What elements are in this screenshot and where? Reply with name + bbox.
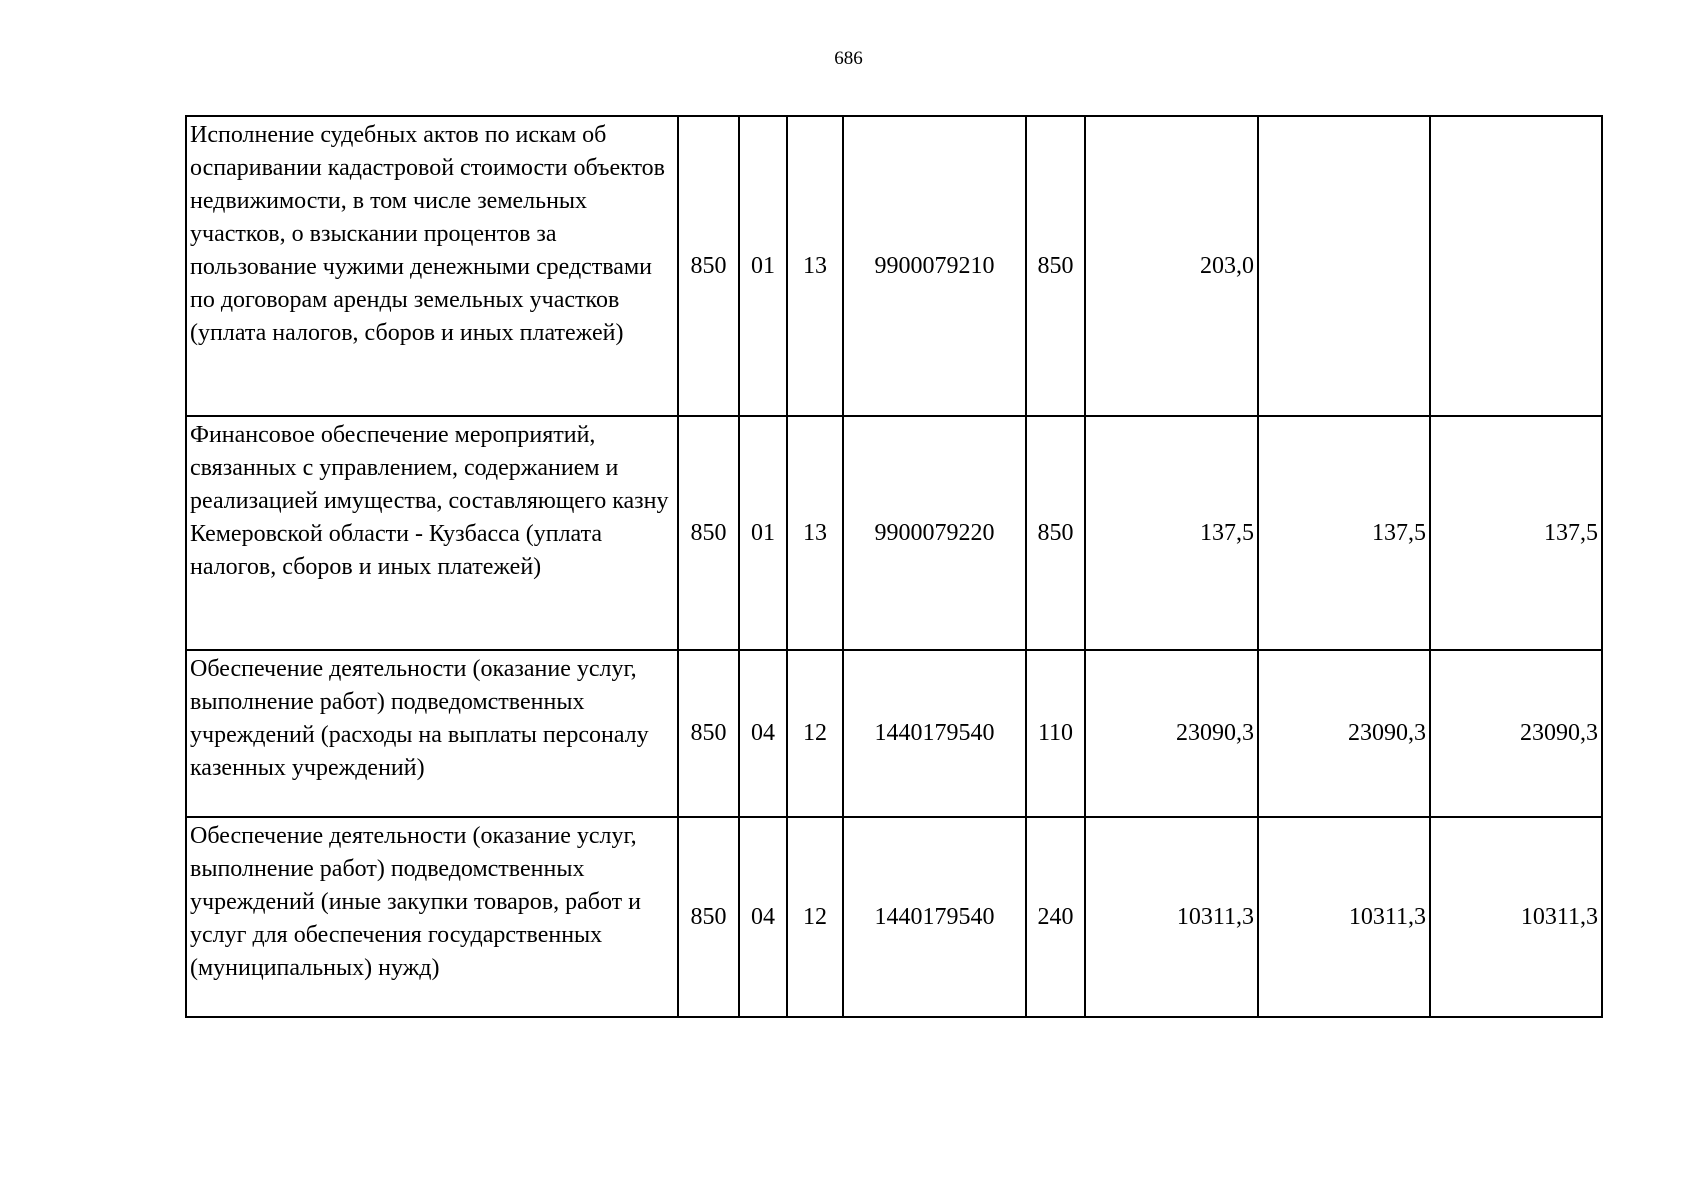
ministry-code: 850 (678, 116, 739, 416)
budget-table (185, 115, 1603, 1018)
subsection-code: 13 (787, 416, 843, 650)
subsection-code: 13 (787, 116, 843, 416)
target-article-code: 9900079210 (843, 116, 1026, 416)
ministry-code: 850 (678, 650, 739, 817)
table-row (186, 416, 1602, 650)
sum-year-3: 23090,3 (1430, 650, 1602, 817)
target-article-code: 9900079220 (843, 416, 1026, 650)
section-code: 01 (739, 416, 787, 650)
sum-year-2: 137,5 (1258, 416, 1430, 650)
section-code: 04 (739, 650, 787, 817)
table-row (186, 650, 1602, 817)
sum-year-2: 23090,3 (1258, 650, 1430, 817)
row-description: Обеспечение деятельности (оказание услуг, выполнение работ) подведомственных учреждений (расходы на выплаты персоналу казенных учреждений) (186, 650, 678, 817)
sum-year-3: 10311,3 (1430, 817, 1602, 1017)
page-number: 686 (834, 48, 863, 69)
sum-year-1: 23090,3 (1085, 650, 1258, 817)
target-article-code: 1440179540 (843, 650, 1026, 817)
sum-year-2: 10311,3 (1258, 817, 1430, 1017)
table-row (186, 817, 1602, 1017)
target-article-code: 1440179540 (843, 817, 1026, 1017)
ministry-code: 850 (678, 416, 739, 650)
expense-type-code: 110 (1026, 650, 1085, 817)
ministry-code: 850 (678, 817, 739, 1017)
expense-type-code: 240 (1026, 817, 1085, 1017)
section-code: 04 (739, 817, 787, 1017)
sum-year-3: 137,5 (1430, 416, 1602, 650)
sum-year-1: 203,0 (1085, 116, 1258, 416)
expense-type-code: 850 (1026, 116, 1085, 416)
sum-year-3 (1430, 116, 1602, 416)
row-description: Финансовое обеспечение мероприятий, связанных с управлением, содержанием и реализацией имущества, составляющего казну Кемеровской области - Кузбасса (уплата налогов, сборов и иных платежей) (186, 416, 678, 650)
subsection-code: 12 (787, 650, 843, 817)
expense-type-code: 850 (1026, 416, 1085, 650)
table-row (186, 116, 1602, 416)
section-code: 01 (739, 116, 787, 416)
subsection-code: 12 (787, 817, 843, 1017)
row-description: Исполнение судебных актов по искам об оспаривании кадастровой стоимости объектов недвижимости, в том числе земельных участков, о взыскании процентов за пользование чужими денежными средствами по договорам аренды земельных участков (уплата налогов, сборов и иных платежей) (186, 116, 678, 416)
sum-year-2 (1258, 116, 1430, 416)
sum-year-1: 137,5 (1085, 416, 1258, 650)
sum-year-1: 10311,3 (1085, 817, 1258, 1017)
row-description: Обеспечение деятельности (оказание услуг, выполнение работ) подведомственных учреждений (иные закупки товаров, работ и услуг для обеспечения государственных (муниципальных) нужд) (186, 817, 678, 1017)
